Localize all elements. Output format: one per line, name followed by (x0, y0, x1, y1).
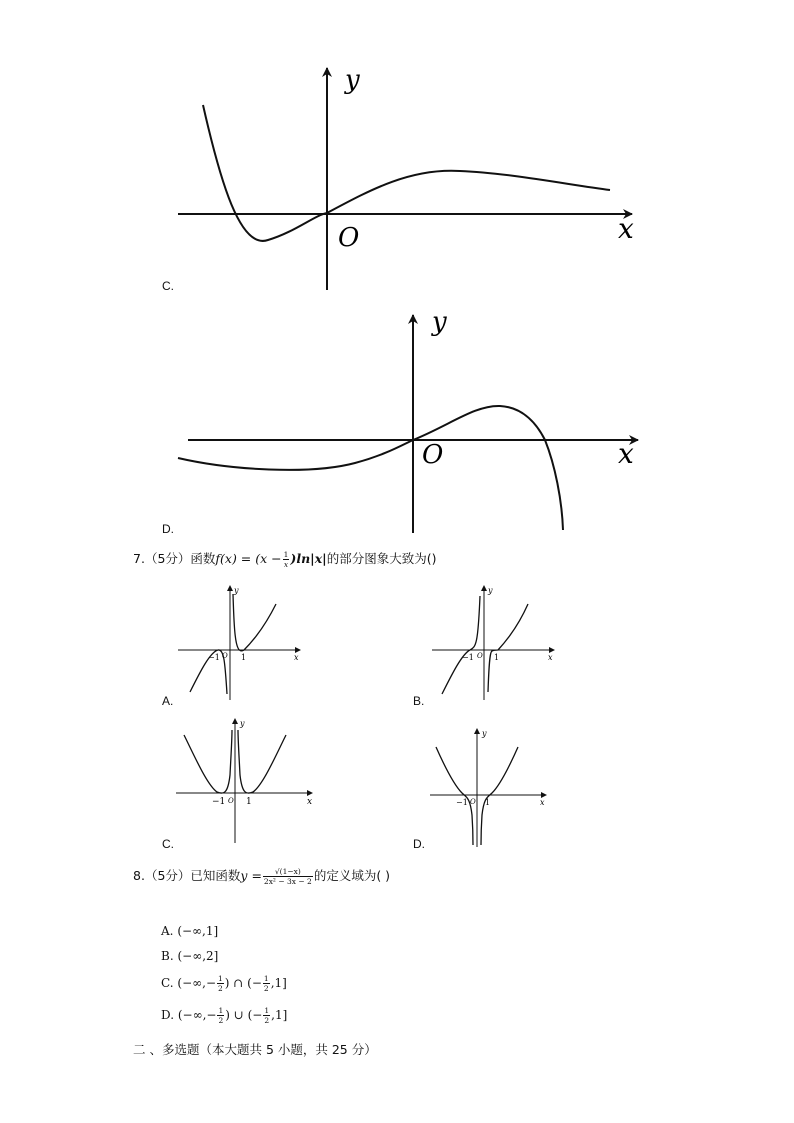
svg-text:−1: −1 (212, 797, 226, 807)
q7-formula-rest: )ln|x| (290, 551, 327, 566)
q8-question (133, 866, 390, 886)
q6-option-c-label: C. (162, 279, 174, 293)
q7-formula-f: f(x) = (x − (215, 551, 282, 566)
svg-text:−1: −1 (456, 798, 468, 807)
q7-prefix: 函数 (190, 551, 216, 566)
q8-choice-a: A. (−∞,1] (161, 924, 219, 938)
q7-graph-c (172, 715, 317, 845)
svg-text:−1: −1 (462, 653, 474, 662)
q8-prefix: 已知函数 (190, 868, 241, 883)
svg-text:−1: −1 (208, 653, 220, 662)
svg-text:x: x (294, 653, 299, 662)
q8-suffix: 的定义域为( ) (313, 868, 391, 883)
q7-fraction: $\frac{1}{x}$ (283, 550, 289, 569)
svg-text:x: x (540, 798, 545, 807)
origin-label: O (338, 223, 360, 253)
q7-suffix: 的部分图象大致为() (326, 551, 437, 566)
x-axis-label: x (618, 212, 634, 245)
q7-option-a-label: A. (162, 694, 174, 708)
origin-label: O (422, 440, 444, 470)
svg-text:x: x (307, 797, 313, 807)
q6-graph-c (170, 60, 650, 295)
x-axis-label: x (618, 437, 634, 470)
q7-graph-a (172, 582, 307, 702)
y-axis-label: y (432, 307, 447, 337)
curve (178, 406, 563, 530)
q8-formula-y: y = (240, 868, 262, 883)
svg-text:y: y (234, 586, 239, 595)
q6-graph-d (170, 305, 650, 535)
svg-text:1: 1 (246, 797, 252, 807)
q7-score: （5分） (144, 551, 191, 566)
svg-text:O: O (477, 652, 483, 660)
y-axis-label: y (345, 65, 360, 95)
svg-text:1: 1 (494, 653, 500, 662)
svg-text:x: x (548, 653, 553, 662)
svg-text:O: O (222, 652, 228, 660)
q8-score: （5分） (144, 868, 191, 883)
q8-choice-d: D. (−∞,− $\frac{1}{2}$ ) ∪ (− $\frac{1}{2}$ ,1] (161, 1006, 288, 1025)
svg-text:1: 1 (241, 653, 247, 662)
svg-text:O: O (228, 797, 234, 805)
q8-choice-b: B. (−∞,2] (161, 949, 219, 963)
curve (203, 105, 610, 241)
q7-number: 7. (133, 551, 145, 566)
q6-option-d-label: D. (162, 522, 174, 536)
q7-graph-b (428, 582, 563, 702)
svg-text:y: y (240, 719, 245, 728)
svg-text:y: y (488, 586, 493, 595)
svg-text:1: 1 (485, 798, 491, 807)
svg-text:y: y (482, 729, 487, 738)
q7-graph-d (428, 725, 553, 850)
q8-number: 8. (133, 868, 145, 883)
q7-option-b-label: B. (413, 694, 425, 708)
q7-option-d-label: D. (413, 837, 425, 851)
q7-question (133, 549, 437, 569)
svg-text:O: O (470, 798, 476, 806)
q7-option-c-label: C. (162, 837, 174, 851)
q8-choice-c: C. (−∞,− $\frac{1}{2}$ ) ∩ (− $\frac{1}{2}$ ,1] (161, 974, 287, 993)
q8-fraction: $\frac{√(1-x)}{\text{2x² − 3x − 2}}$ (263, 867, 312, 886)
section-2-heading: 二 、多选题（本大题共 5 小题，共 25 分） (133, 1042, 377, 1057)
